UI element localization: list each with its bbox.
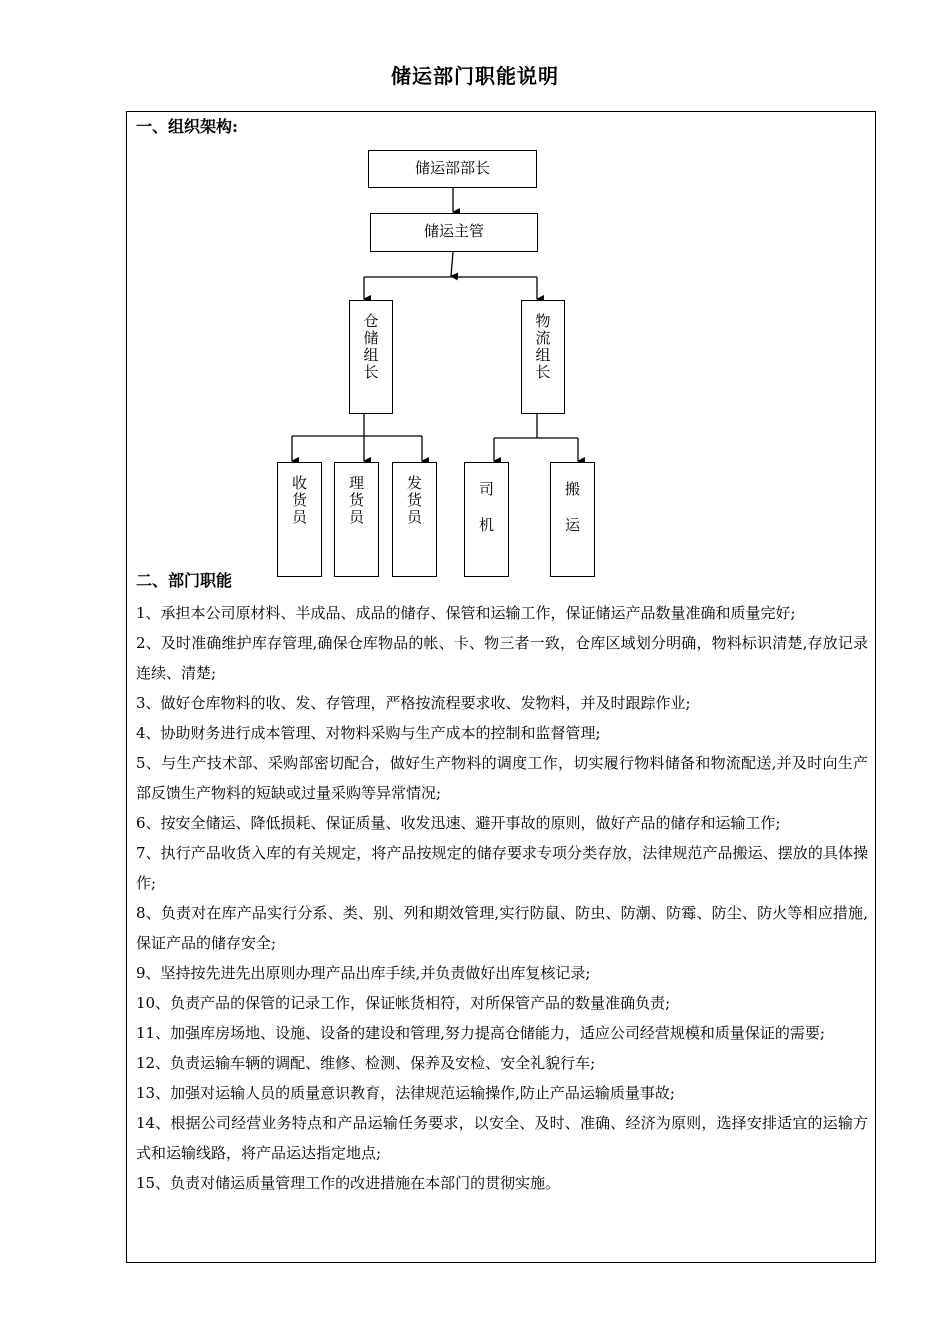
- duty-item: 5、与生产技术部、采购部密切配合，做好生产物料的调度工作，切实履行物料储备和物流配送,并及时向生产部反馈生产物料的短缺或过量采购等异常情况;: [136, 754, 868, 802]
- org-node-char: 储: [363, 329, 379, 347]
- duty-item: 9、坚持按先进先出原则办理产品出库手续,并负责做好出库复核记录;: [136, 964, 591, 982]
- org-node-char: 仓: [363, 312, 379, 330]
- section-heading-org: 一、组织架构:: [136, 117, 238, 136]
- page-title: 储运部门职能说明: [391, 64, 559, 88]
- org-node-char: 组: [363, 346, 379, 364]
- duty-item: 11、加强库房场地、设施、设备的建设和管理,努力提高仓储能力，适应公司经营规模和质量保证的需要;: [136, 1024, 825, 1042]
- org-node-char: 员: [348, 508, 364, 526]
- duty-item: 3、做好仓库物料的收、发、存管理，严格按流程要求收、发物料，并及时跟踪作业;: [136, 694, 691, 712]
- org-node-char: 运: [564, 516, 580, 534]
- org-node-organizer: [334, 462, 379, 577]
- org-node-char: 员: [291, 508, 307, 526]
- org-node-char: 货: [406, 491, 422, 509]
- duty-item: 15、负责对储运质量管理工作的改进措施在本部门的贯彻实施。: [136, 1174, 561, 1192]
- org-node-director: [368, 150, 537, 188]
- org-node-char: 长: [535, 363, 551, 381]
- org-node-char: 机: [478, 516, 494, 534]
- org-node-driver: [464, 462, 509, 577]
- duty-item: 14、根据公司经营业务特点和产品运输任务要求，以安全、及时、准确、经济为原则，选择安排适宜的运输方式和运输线路，将产品运达指定地点;: [136, 1114, 868, 1162]
- duty-item: 7、执行产品收货入库的有关规定，将产品按规定的储存要求专项分类存放，法律规范产品搬运、摆放的具体操作;: [136, 844, 868, 892]
- duty-item: 1、承担本公司原材料、半成品、成品的储存、保管和运输工作，保证储运产品数量准确和质量完好;: [136, 604, 796, 622]
- duties-list: [136, 598, 868, 1198]
- org-node-shipper: [392, 462, 437, 577]
- org-node-char: 司: [478, 480, 494, 498]
- duty-item: 12、负责运输车辆的调配、维修、检测、保养及安检、安全礼貌行车;: [136, 1054, 596, 1072]
- org-node-storage-lead: [349, 300, 393, 414]
- org-node-director-label: 储运部部长: [414, 159, 490, 177]
- org-node-char: 流: [535, 329, 551, 347]
- org-node-char: 搬: [564, 480, 580, 498]
- org-node-char: 组: [535, 346, 551, 364]
- duty-item: 10、负责产品的保管的记录工作，保证帐货相符，对所保管产品的数量准确负责;: [136, 994, 671, 1012]
- org-node-porter: [550, 462, 595, 577]
- section-heading-duties: 二、部门职能: [136, 571, 233, 590]
- org-node-char: 发: [406, 474, 422, 492]
- org-node-char: 货: [291, 491, 307, 509]
- org-node-supervisor: [370, 213, 538, 252]
- org-node-supervisor-label: 储运主管: [423, 222, 484, 240]
- duty-item: 2、及时准确维护库存管理,确保仓库物品的帐、卡、物三者一致，仓库区域划分明确，物料标识清楚,存放记录连续、清楚;: [136, 634, 868, 682]
- duty-item: 8、负责对在库产品实行分系、类、别、列和期效管理,实行防鼠、防虫、防潮、防霉、防尘、防火等相应措施,保证产品的储存安全;: [136, 904, 868, 952]
- duty-item: 4、协助财务进行成本管理、对物料采购与生产成本的控制和监督管理;: [136, 724, 601, 742]
- org-node-char: 长: [363, 363, 379, 381]
- org-node-receiver: [277, 462, 322, 577]
- org-node-char: 货: [348, 491, 364, 509]
- org-node-logistics-lead: [521, 300, 565, 414]
- org-node-char: 理: [348, 474, 364, 492]
- duty-item: 13、加强对运输人员的质量意识教育，法律规范运输操作,防止产品运输质量事故;: [136, 1084, 675, 1102]
- duty-item: 6、按安全储运、降低损耗、保证质量、收发迅速、避开事故的原则，做好产品的储存和运输工作;: [136, 814, 781, 832]
- org-node-char: 物: [535, 312, 551, 330]
- org-node-char: 收: [291, 474, 307, 492]
- org-node-char: 员: [406, 508, 422, 526]
